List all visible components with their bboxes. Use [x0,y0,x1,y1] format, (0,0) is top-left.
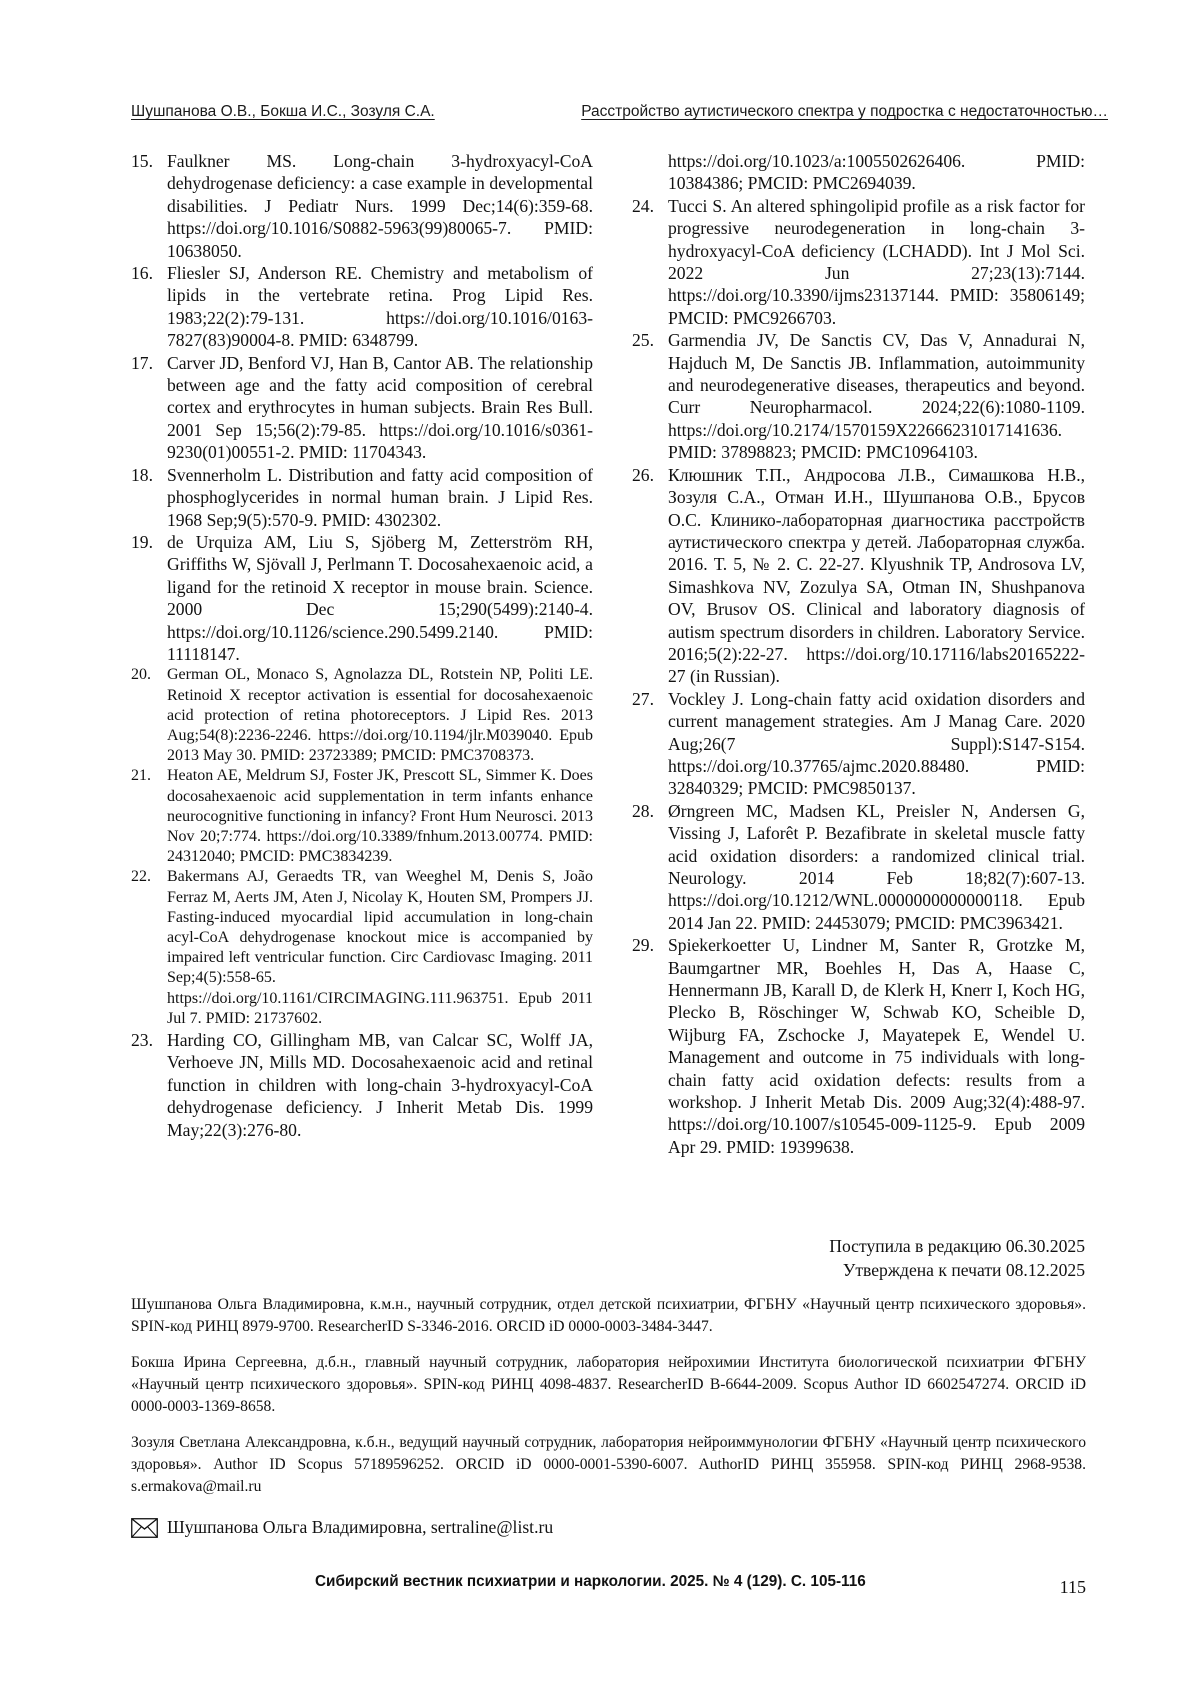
reference-item [632,195,1085,329]
reference-item [131,531,593,665]
submission-dates [829,1234,1085,1282]
reference-number: 15. [131,151,153,171]
reference-text: https://doi.org/10.1023/a:1005502626406. PMID: 10384386; PMCID: PMC2694039. [668,151,1085,194]
reference-number: 28. [632,800,654,821]
envelope-icon [131,1518,158,1538]
reference-item [632,464,1085,688]
author-bio: Зозуля Светлана Александровна, к.б.н., ведущий научный сотрудник, лаборатория нейроиммунологии ФГБНУ «Научный центр психического здоровья». Author ID Scopus 57189596252. ORCID iD 0000-0001-5390-6007. AuthorID РИНЦ 355958. SPIN-код РИНЦ 2968-9538. s.ermakova@mail.ru [131,1434,1086,1495]
reference-number: 20. [131,666,151,684]
reference-number: 16. [131,263,153,284]
reference-item [131,352,593,464]
reference-text: Vockley J. Long-chain fatty acid oxidation disorders and current management strategies. Am J Manag Care. 2020 Aug;26(7 Suppl):S147-S154. https://doi.org/10.37765/ajmc.2020.88480. PMID: 32840329; PMCID: PMC9850137. [668,688,1085,799]
reference-item [131,262,593,352]
reference-text: Harding CO, Gillingham MB, van Calcar SC, Wolff JA, Verhoeve JN, Mills MD. Docosahexaenoic acid and retinal function in children with long-chain 3-hydroxyacyl-CoA dehydrogenase deficiency. J Inherit Metab Dis. 1999 May;22(3):276-80. [167,1030,593,1140]
reference-number: 21. [131,767,151,785]
author-information [131,1294,1086,1512]
corresponding-author-email[interactable]: Шушпанова Ольга Владимировна, sertraline@list.ru [167,1517,554,1537]
reference-item [131,766,593,867]
reference-text: Fliesler SJ, Anderson RE. Chemistry and metabolism of lipids in the vertebrate retina. Prog Lipid Res. 1983;22(2):79-131. https://doi.org/10.1016/0163-7827(83)90004-8. PMID: 6348799. [167,263,593,351]
header-title: Расстройство аутистического спектра у подростка с недостаточностью… [581,103,1108,120]
header-authors: Шушпанова О.В., Бокша И.С., Зозуля С.А. [131,103,435,120]
reference-number: 27. [632,688,654,709]
reference-item [632,329,1085,463]
reference-item [632,688,1085,800]
reference-item [131,1029,593,1141]
reference-number: 23. [131,1030,153,1050]
reference-text: Клюшник Т.П., Андросова Л.В., Симашкова Н.В., Зозуля С.А., Отман И.Н., Шушпанова О.В., Брусов О.С. Клинико-лабораторная диагностика расстройств аутистического спектра у детей. Лабораторная служба. 2016. Т. 5, № 2. С. 22-27. Klyushnik TP, Androsova LV, Simashkova NV, Zozulya SA, Otman IN, Shushpanova OV, Brusov OS. Clinical and laboratory diagnosis of autism spectrum disorders in children. Laboratory Service. 2016;5(2):22-27. https://doi.org/10.17116/labs20165222-27 (in Russian). [668,464,1085,687]
references-left-column [131,150,593,1141]
running-header [131,103,1108,121]
reference-text: de Urquiza AM, Liu S, Sjöberg M, Zetterström RH, Griffiths W, Sjövall J, Perlmann T. Docosahexaenoic acid, a ligand for the retinoid X receptor in mouse brain. Science. 2000 Dec 15;290(5499):2140-4. https://doi.org/10.1126/science.290.5499.2140. PMID: 11118147. [167,531,593,664]
reference-number: 17. [131,352,153,373]
reference-item [131,150,593,262]
reference-number: 25. [632,330,654,351]
reference-item [632,800,1085,934]
author-bio: Шушпанова Ольга Владимировна, к.м.н., научный сотрудник, отдел детской психиатрии, ФГБНУ «Научный центр психического здоровья». SPIN-код РИНЦ 8979-9700. ResearcherID S-3346-2016. ORCID iD 0000-0003-3484-3447. [131,1296,1086,1335]
reference-item [131,665,593,766]
reference-number: 29. [632,935,654,956]
reference-text: Ørngreen MC, Madsen KL, Preisler N, Andersen G, Vissing J, Laforêt P. Bezafibrate in skeletal muscle fatty acid oxidation disorders: a randomized clinical trial. Neurology. 2014 Feb 18;82(7):607-13. https://doi.org/10.1212/WNL.0000000000000118. Epub 2014 Jan 22. PMID: 24453079; PMCID: PMC3963421. [668,800,1085,933]
journal-citation: Сибирский вестник психиатрии и наркологии. 2025. № 4 (129). С. 105-116 [315,1573,866,1590]
reference-number: 18. [131,464,153,485]
page-number: 115 [1059,1577,1086,1597]
reference-text: Bakermans AJ, Geraedts TR, van Weeghel M, Denis S, João Ferraz M, Aerts JM, Aten J, Nicolay K, Houten SM, Prompers JJ. Fasting-induced myocardial lipid accumulation in long-chain acyl-CoA dehydrogenase knockout mice is accompanied by impaired left ventricular function. Circ Cardiovasc Imaging. 2011 Sep;4(5):558-65. https://doi.org/10.1161/CIRCIMAGING.111.963751. Epub 2011 Jul 7. PMID: 21737602. [167,868,593,1027]
reference-number: 22. [131,868,151,886]
reference-text: Spiekerkoetter U, Lindner M, Santer R, Grotzke M, Baumgartner MR, Boehles H, Das A, Haase C, Hennermann JB, Karall D, de Klerk H, Knerr I, Koch HG, Plecko B, Röschinger W, Schwab KO, Scheible D, Wijburg FA, Zschocke J, Mayatepek E, Wendel U. Management and outcome in 75 individuals with long-chain fatty acid oxidation defects: results from a workshop. J Inherit Metab Dis. 2009 Aug;32(4):488-97. https://doi.org/10.1007/s10545-009-1125-9. Epub 2009 Apr 29. PMID: 19399638. [668,935,1085,1157]
reference-continuation [632,150,1085,195]
reference-text: Carver JD, Benford VJ, Han B, Cantor AB. The relationship between age and the fatty acid composition of cerebral cortex and erythrocytes in human subjects. Brain Res Bull. 2001 Sep 15;56(2):79-85. https://doi.org/10.1016/s0361-9230(01)00551-2. PMID: 11704343. [167,352,593,463]
reference-text: German OL, Monaco S, Agnolazza DL, Rotstein NP, Politi LE. Retinoid X receptor activation is essential for docosahexaenoic acid protection of retina photoreceptors. J Lipid Res. 2013 Aug;54(8):2236-2246. https://doi.org/10.1194/jlr.M039040. Epub 2013 May 30. PMID: 23723389; PMCID: PMC3708373. [167,666,593,765]
reference-item [131,464,593,531]
reference-item [131,867,593,1029]
reference-item [632,934,1085,1158]
reference-number: 19. [131,531,153,552]
reference-text: Garmendia JV, De Sanctis CV, Das V, Annadurai N, Hajduch M, De Sanctis JB. Inflammation, autoimmunity and neurodegenerative diseases, therapeutics and beyond. Curr Neuropharmacol. 2024;22(6):1080-1109. https://doi.org/10.2174/1570159X22666231017141636. PMID: 37898823; PMCID: PMC10964103. [668,330,1085,463]
accepted-date: Утверждена к печати 08.12.2025 [842,1260,1085,1280]
reference-text: Faulkner MS. Long-chain 3-hydroxyacyl-CoA dehydrogenase deficiency: a case example in developmental disabilities. J Pediatr Nurs. 1999 Dec;14(6):359-68. https://doi.org/10.1016/S0882-5963(99)80065-7. PMID: 10638050. [167,151,593,261]
references-right-column [632,150,1085,1158]
author-bio: Бокша Ирина Сергеевна, д.б.н., главный научный сотрудник, лаборатория нейрохимии Института биологической психиатрии ФГБНУ «Научный центр психического здоровья». SPIN-код РИНЦ 4098-4837. ResearcherID B-6644-2009. Scopus Author ID 6602547274. ORCID iD 0000-0003-1369-8658. [131,1354,1086,1415]
reference-number: 26. [632,464,654,485]
reference-text: Svennerholm L. Distribution and fatty acid composition of phosphoglycerides in normal human brain. J Lipid Res. 1968 Sep;9(5):570-9. PMID: 4302302. [167,464,593,530]
reference-number: 24. [632,195,654,216]
corresponding-author [131,1517,553,1538]
received-date: Поступила в редакцию 06.30.2025 [829,1236,1085,1256]
reference-text: Heaton AE, Meldrum SJ, Foster JK, Prescott SL, Simmer K. Does docosahexaenoic acid supplementation in term infants enhance neurocognitive functioning in infancy? Front Hum Neurosci. 2013 Nov 20;7:774. https://doi.org/10.3389/fnhum.2013.00774. PMID: 24312040; PMCID: PMC3834239. [167,767,593,866]
reference-text: Tucci S. An altered sphingolipid profile as a risk factor for progressive neurodegeneration in long-chain 3-hydroxyacyl-CoA deficiency (LCHADD). Int J Mol Sci. 2022 Jun 27;23(13):7144. https://doi.org/10.3390/ijms23137144. PMID: 35806149; PMCID: PMC9266703. [668,195,1085,328]
